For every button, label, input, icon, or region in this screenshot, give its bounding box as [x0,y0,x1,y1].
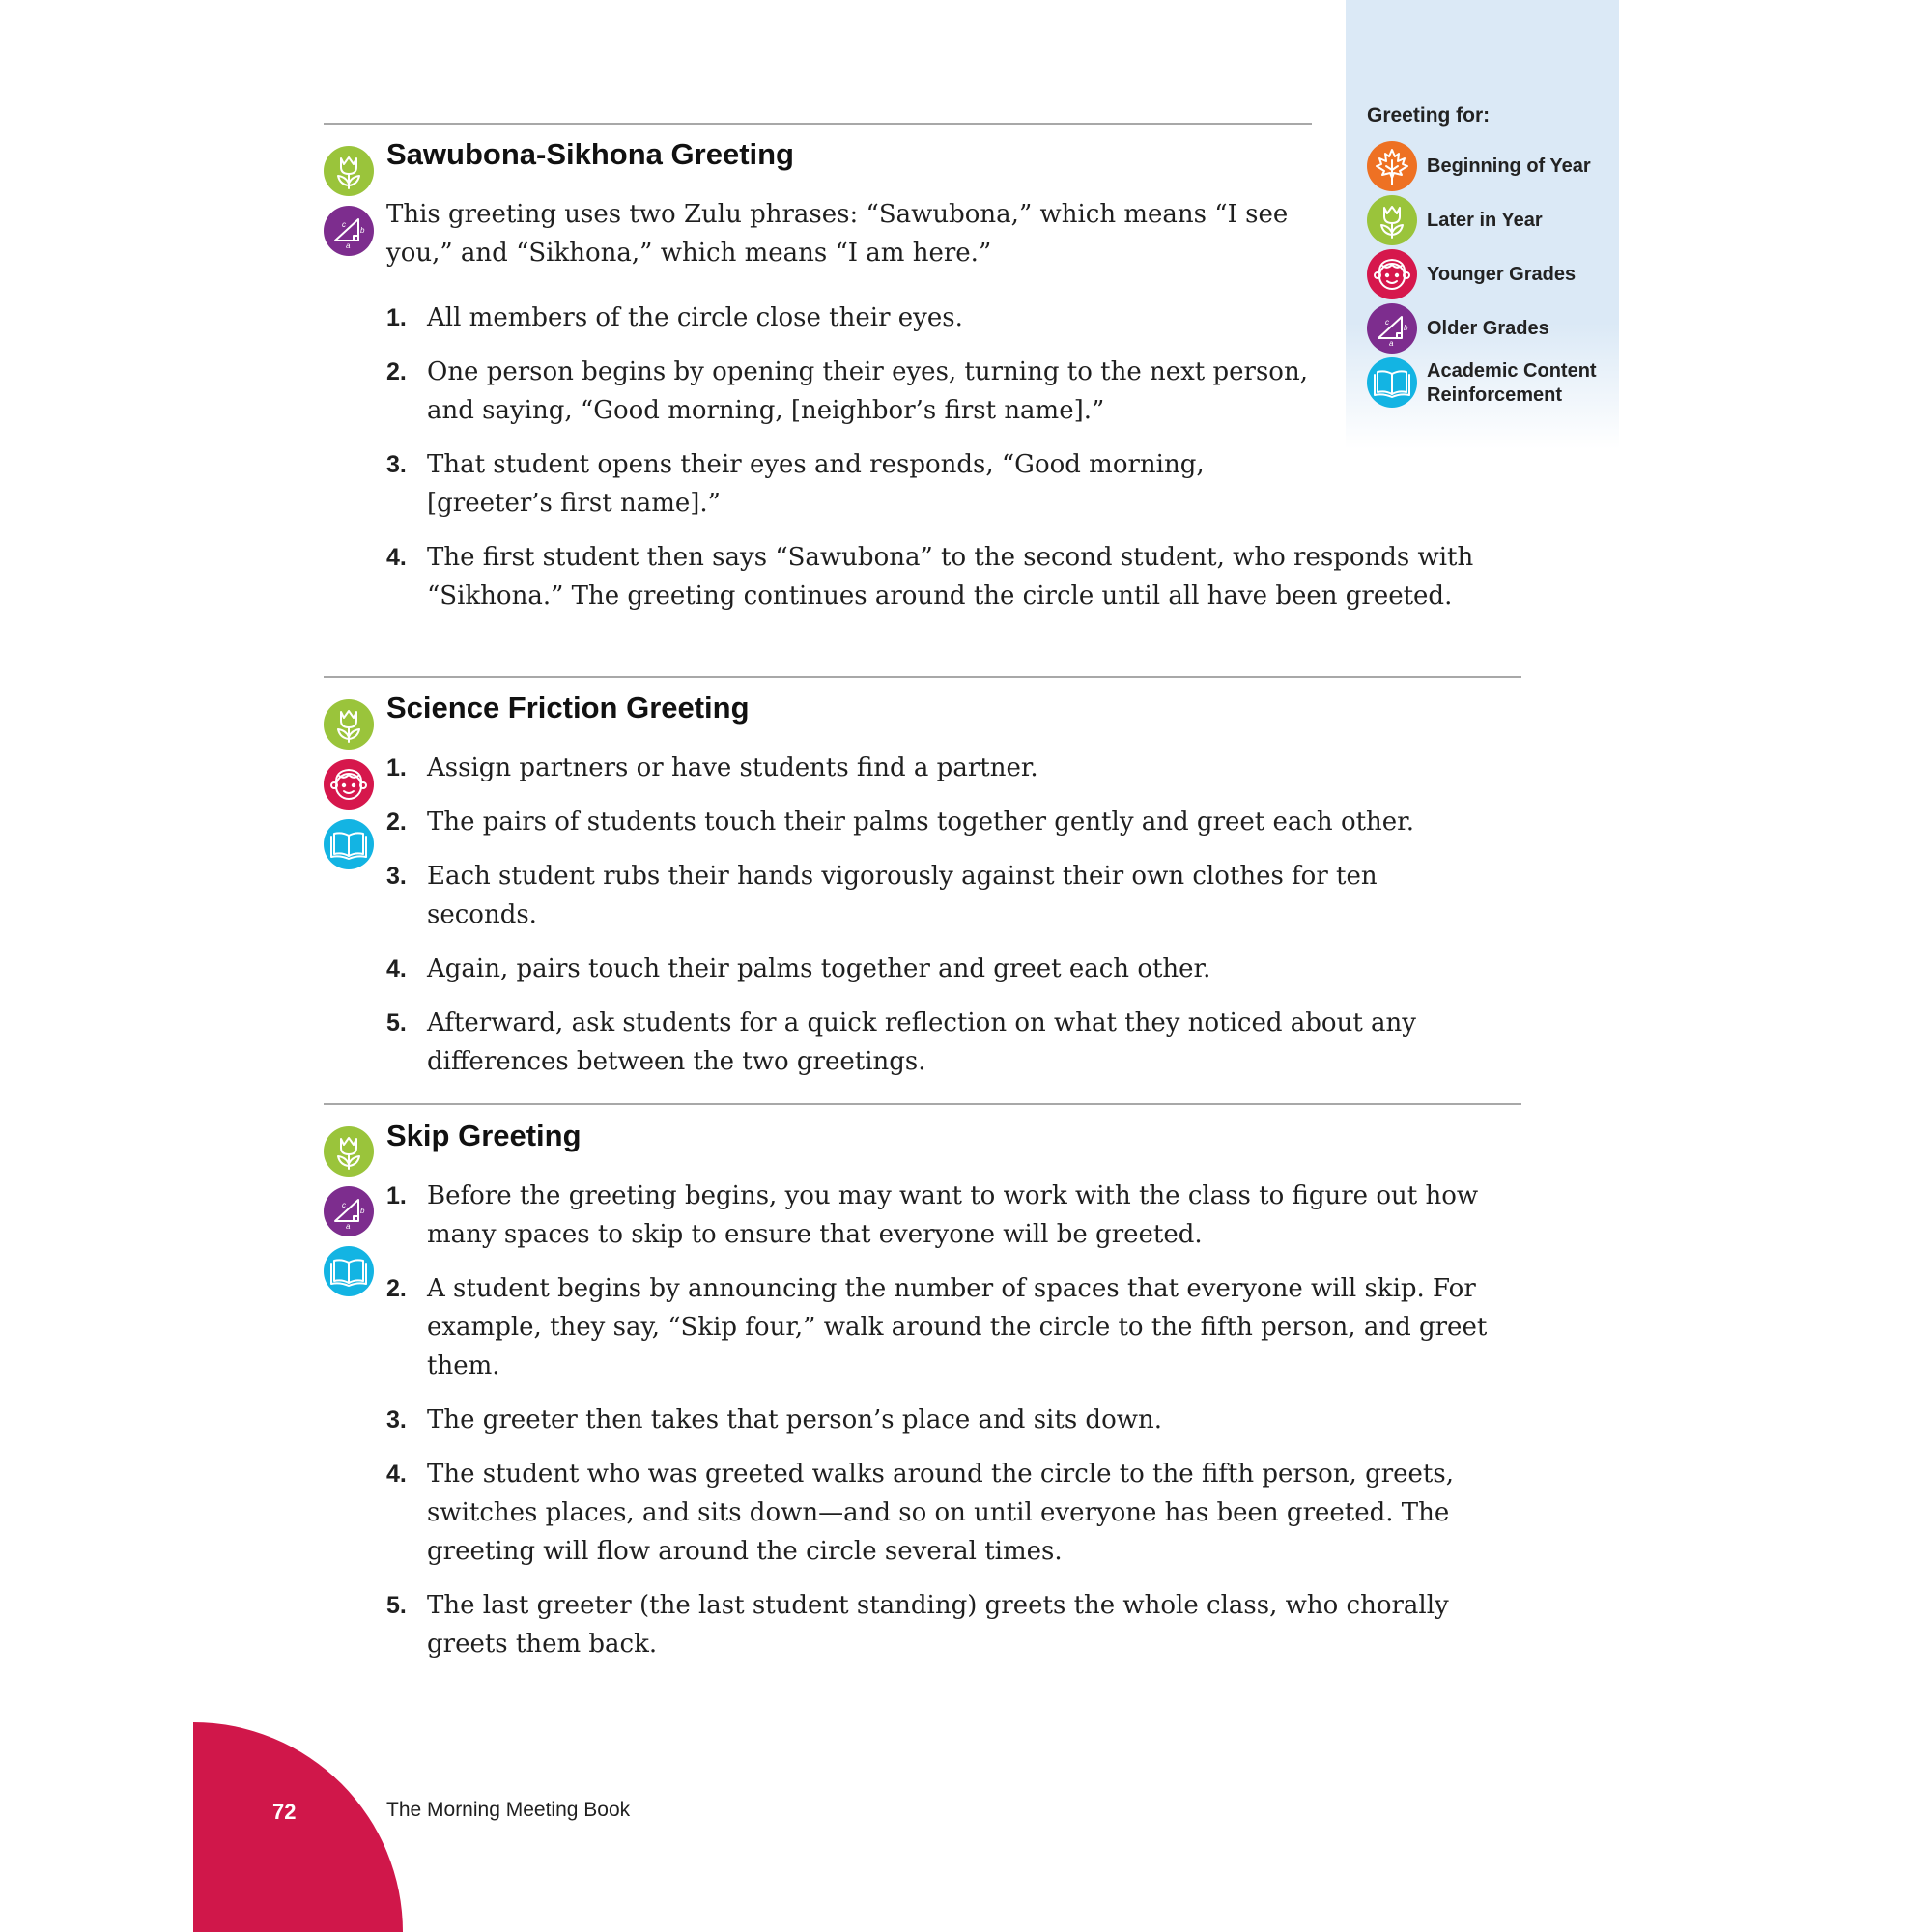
legend-item-older-grades [1367,303,1618,354]
legend-item-academic-content [1367,357,1618,408]
step-number: 4. [386,1461,407,1488]
legend-label: Beginning of Year [1427,156,1591,177]
tulip-icon [1367,195,1417,245]
step-text: That student opens their eyes and responds, “Good morning, [greeter’s first name].” [427,450,1205,518]
open-book-icon [324,1246,374,1296]
section-icons [324,1126,374,1306]
steps-list [386,298,1474,631]
step-text: Afterward, ask students for a quick reflection on what they noticed about any differences between the two greetings. [427,1009,1416,1076]
step-text: Each student rubs their hands vigorously against their own clothes for ten seconds. [427,862,1378,929]
section-divider [324,676,1521,678]
list-item [386,1401,1526,1439]
page-corner-decoration [193,1722,403,1932]
list-item [386,538,1528,615]
step-number: 4. [386,955,407,982]
list-item [386,298,1314,337]
step-text: The student who was greeted walks around the circle to the fifth person, greets, switches places, and sits down—and so on until everyone has been greeted. The greeting will flow around the circle several times. [427,1460,1454,1566]
triangle-math-icon [324,1186,374,1236]
step-text: The pairs of students touch their palms together gently and greet each other. [427,808,1415,837]
section-title: Science Friction Greeting [386,691,750,724]
maple-leaf-icon [1367,141,1417,191]
section-divider [324,1103,1521,1105]
list-item [386,445,1314,523]
legend-item-later-in-year [1367,195,1618,245]
section-icons [324,699,374,879]
step-number: 2. [386,809,407,836]
step-number: 3. [386,863,407,890]
section-intro: This greeting uses two Zulu phrases: “Sawubona,” which means “I see you,” and “Sikhona,” which means “I am here.” [386,200,1289,268]
step-text: All members of the circle close their eyes. [427,303,963,332]
step-text: Assign partners or have students find a partner. [427,753,1038,782]
step-text: The last greeter (the last student standing) greets the whole class, who chorally greets them back. [427,1591,1449,1659]
step-text: The first student then says “Sawubona” to the second student, who responds with “Sikhona.” The greeting continues around the circle until all have been greeted. [427,543,1474,611]
open-book-icon [324,819,374,869]
section-title: Sawubona-Sikhona Greeting [386,137,794,171]
step-text: Before the greeting begins, you may want to work with the class to figure out how many spaces to skip to ensure that everyone will be greeted. [427,1181,1479,1249]
steps-list [386,1177,1526,1679]
list-item [386,857,1488,934]
legend-title: Greeting for: [1367,104,1491,127]
list-item [386,749,1488,787]
list-item [386,353,1314,430]
legend-label: Older Grades [1427,318,1549,339]
step-number: 3. [386,1406,407,1434]
tulip-icon [324,146,374,196]
step-number: 2. [386,1275,407,1302]
step-number: 5. [386,1009,407,1037]
step-text: Again, pairs touch their palms together and greet each other. [427,954,1211,983]
steps-list [386,749,1488,1096]
legend-label: Later in Year [1427,210,1543,231]
step-text: One person begins by opening their eyes, turning to the next person, and saying, “Good morning, [neighbor’s first name].” [427,357,1308,425]
legend-box [1346,0,1619,449]
list-item [386,1586,1526,1663]
step-number: 2. [386,358,407,385]
step-text: A student begins by announcing the number of spaces that everyone will skip. For example, they say, “Skip four,” walk around the circle to the fifth person, and greet them. [427,1274,1488,1380]
legend-label: Academic Content Reinforcement [1427,360,1597,406]
tulip-icon [324,1126,374,1177]
triangle-math-icon [324,206,374,256]
list-item [386,950,1488,988]
child-face-icon [324,759,374,810]
step-number: 1. [386,1182,407,1209]
list-item [386,1269,1526,1385]
legend-item-younger-grades [1367,249,1618,299]
list-item [386,803,1488,841]
legend-item-beginning-of-year [1367,141,1618,191]
step-number: 3. [386,451,407,478]
page-number: 72 [272,1800,297,1824]
section-title: Skip Greeting [386,1119,582,1152]
step-number: 1. [386,754,407,781]
legend-label: Younger Grades [1427,264,1577,285]
step-number: 5. [386,1592,407,1619]
list-item [386,1455,1526,1571]
tulip-icon [324,699,374,750]
triangle-math-icon [1367,303,1417,354]
step-number: 1. [386,304,407,331]
list-item [386,1004,1488,1081]
section-divider [324,123,1312,125]
child-face-icon [1367,249,1417,299]
open-book-icon [1367,357,1417,408]
step-text: The greeter then takes that person’s place and sits down. [427,1406,1162,1435]
section-icons [324,146,374,266]
list-item [386,1177,1526,1254]
running-footer-title: The Morning Meeting Book [386,1799,631,1821]
step-number: 4. [386,544,407,571]
